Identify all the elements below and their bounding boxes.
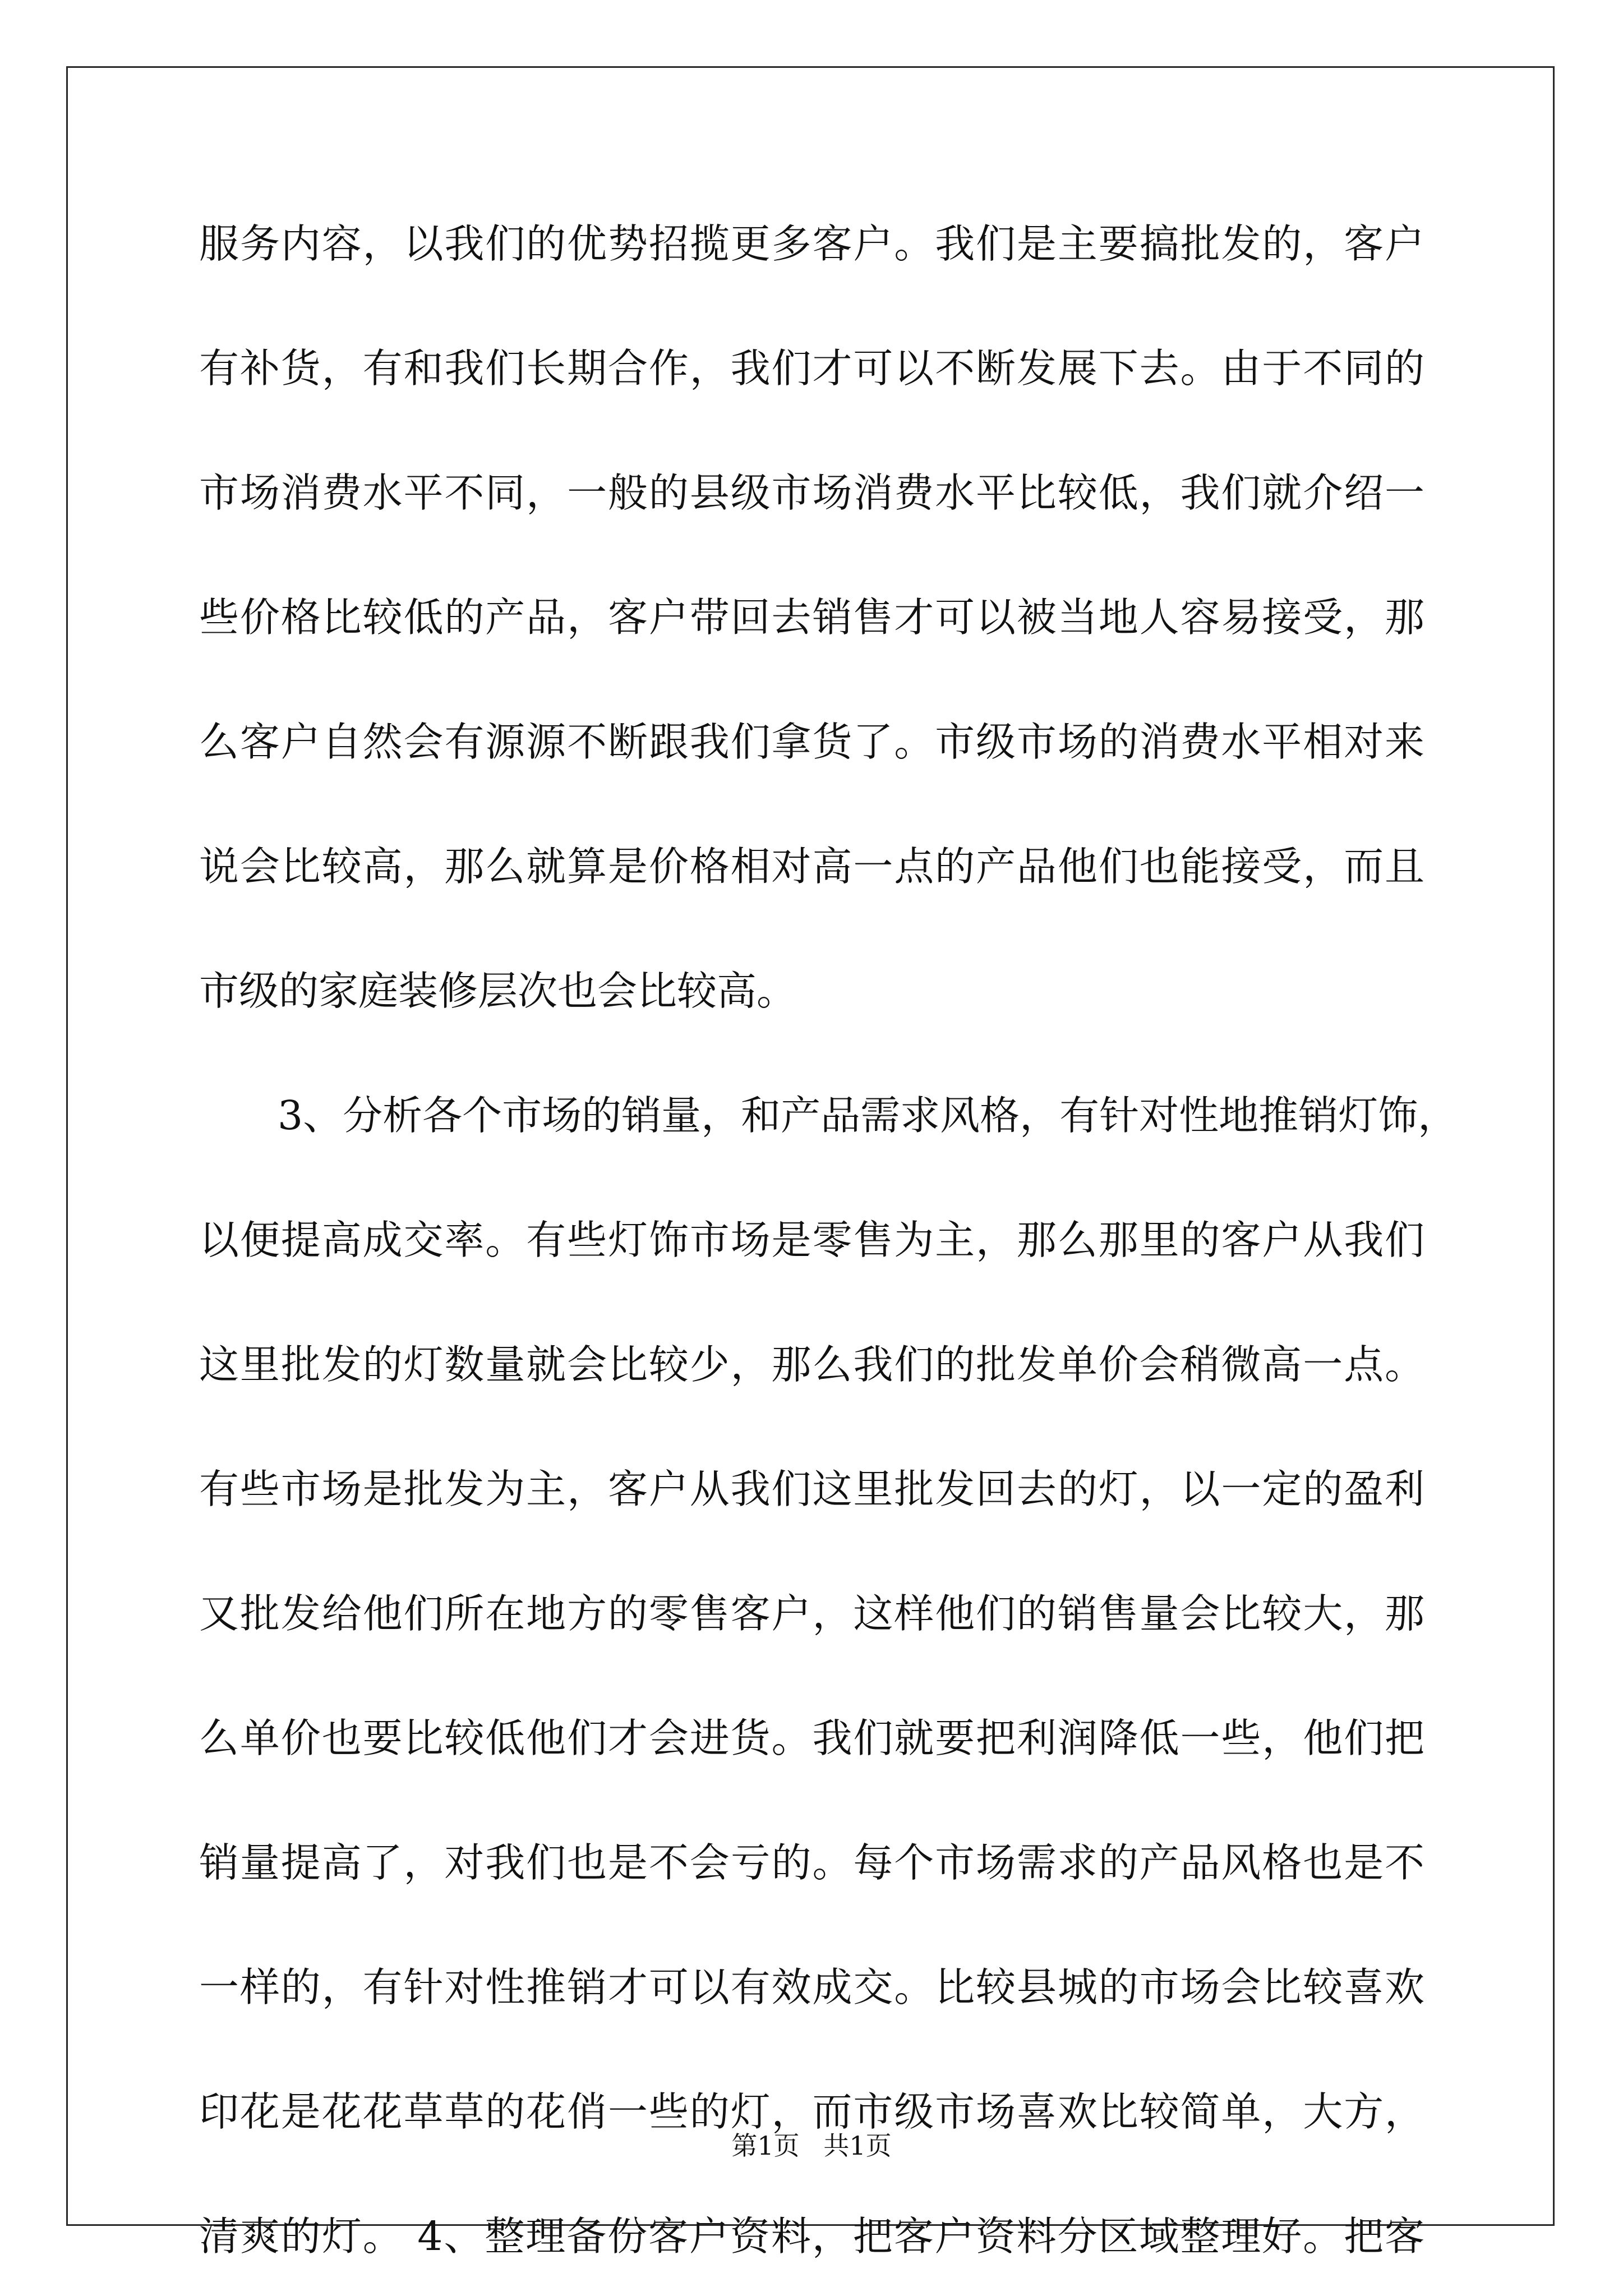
text-line: 说会比较高，那么就算是价格相对高一点的产品他们也能接受，而且	[199, 843, 1424, 890]
text-line: 又批发给他们所在地方的零售客户，这样他们的销售量会比较大，那	[199, 1590, 1424, 1637]
text-line: 这里批发的灯数量就会比较少，那么我们的批发单价会稍微高一点。	[199, 1341, 1424, 1388]
text-line: 有补货，有和我们长期合作，我们才可以不断发展下去。由于不同的	[199, 345, 1424, 392]
text-line: 么单价也要比较低他们才会进货。我们就要把利润降低一些，他们把	[199, 1715, 1424, 1761]
text-line: 3、分析各个市场的销量，和产品需求风格，有针对性地推销灯饰，	[278, 1092, 1458, 1139]
page-footer	[0, 2129, 1623, 2162]
text-line: 销量提高了，对我们也是不会亏的。每个市场需求的产品风格也是不	[199, 1839, 1424, 1886]
text-line: 服务内容，以我们的优势招揽更多客户。我们是主要搞批发的，客户	[199, 220, 1424, 267]
text-line: 清爽的灯。 4、整理备份客户资料，把客户资料分区域整理好。把客	[199, 2213, 1424, 2260]
text-line: 有些市场是批发为主，客户从我们这里批发回去的灯，以一定的盈利	[199, 1466, 1424, 1512]
text-line: 一样的，有针对性推销才可以有效成交。比较县城的市场会比较喜欢	[199, 1964, 1424, 2010]
text-line: 市场消费水平不同，一般的县级市场消费水平比较低，我们就介绍一	[199, 470, 1424, 516]
text-line: 些价格比较低的产品，客户带回去销售才可以被当地人容易接受，那	[199, 594, 1424, 641]
page-total: 共1页	[823, 2131, 892, 2161]
text-line: 市级的家庭装修层次也会比较高。	[199, 968, 797, 1014]
text-line: 么客户自然会有源源不断跟我们拿货了。市级市场的消费水平相对来	[199, 719, 1424, 765]
text-line: 以便提高成交率。有些灯饰市场是零售为主，那么那里的客户从我们	[199, 1217, 1424, 1263]
text-line: 印花是花花草草的花俏一些的灯，而市级市场喜欢比较简单，大方，	[199, 2088, 1424, 2135]
page-number: 第1页	[731, 2131, 800, 2161]
